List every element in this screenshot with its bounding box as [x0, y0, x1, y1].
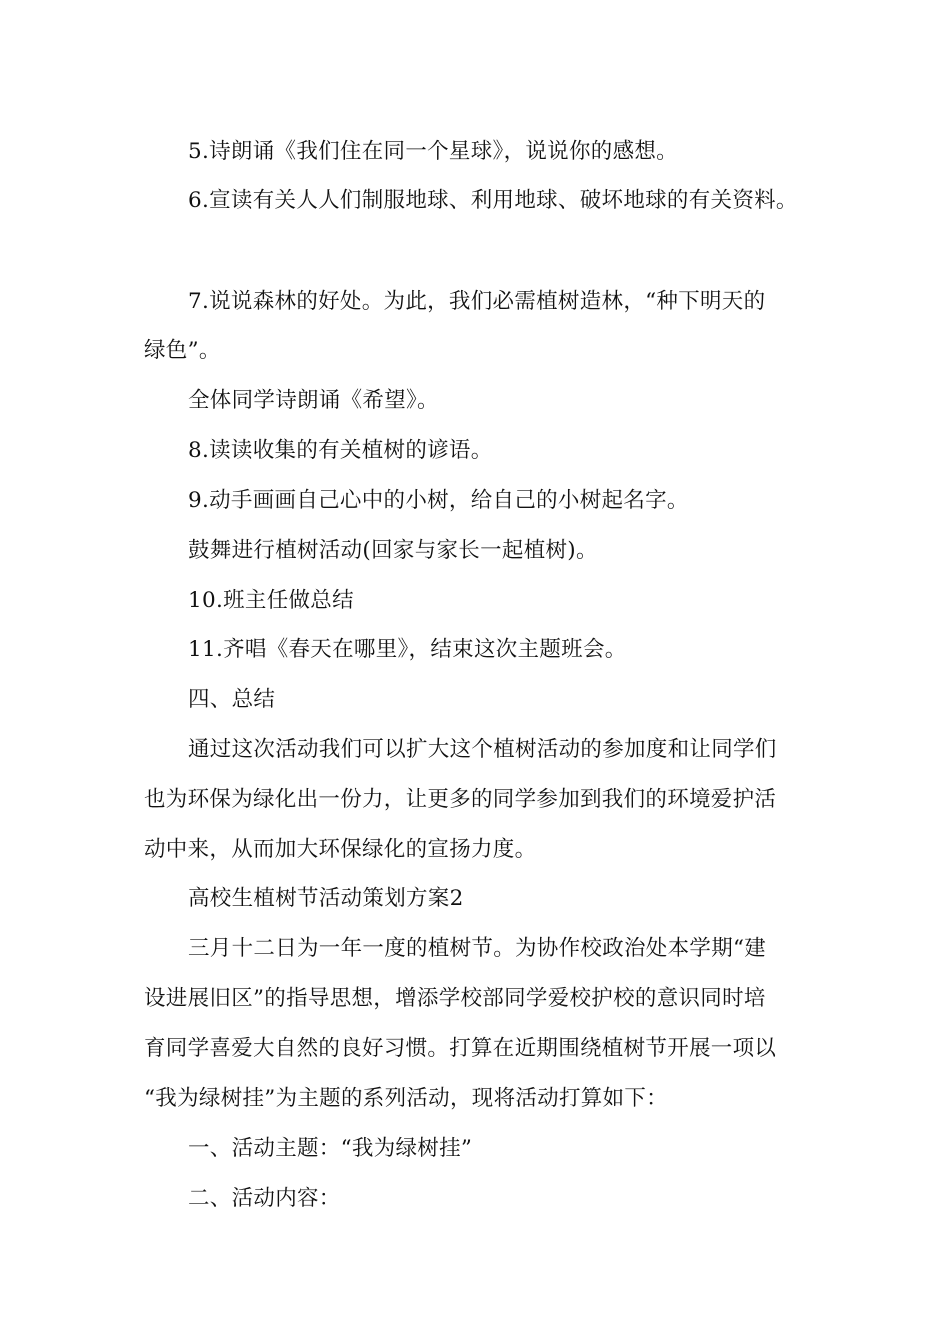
- text-line-encourage: 鼓舞进行植树活动(回家与家长一起植树)。: [188, 538, 598, 563]
- text-line-item-8: 8.读读收集的有关植树的谚语。: [188, 438, 493, 463]
- paragraph-intro-line-4: “我为绿树挂”为主题的系列活动，现将活动打算如下：: [144, 1086, 668, 1111]
- text-line-item-11: 11.齐唱《春天在哪里》，结束这次主题班会。: [188, 637, 627, 662]
- plan-title: 高校生植树节活动策划方案2: [188, 886, 464, 911]
- paragraph-intro-line-1: 三月十二日为一年一度的植树节。为协作校政治处本学期“建: [188, 936, 767, 961]
- text-line-item-6: 6.宣读有关人人们制服地球、利用地球、破坏地球的有关资料。: [188, 188, 798, 213]
- paragraph-summary-line-3: 动中来，从而加大环保绿化的宣扬力度。: [144, 837, 537, 862]
- text-line-item-7-cont: 绿色”。: [144, 338, 221, 363]
- paragraph-summary-line-1: 通过这次活动我们可以扩大这个植树活动的参加度和让同学们: [188, 737, 777, 762]
- paragraph-summary-line-2: 也为环保为绿化出一份力，让更多的同学参加到我们的环境爱护活: [144, 787, 777, 812]
- text-line-item-9: 9.动手画画自己心中的小树，给自己的小树起名字。: [188, 488, 689, 513]
- text-line-item-7: 7.说说森林的好处。为此，我们必需植树造林，“种下明天的: [188, 289, 766, 314]
- text-line-recital: 全体同学诗朗诵《希望》。: [188, 388, 439, 413]
- paragraph-intro-line-3: 育同学喜爱大自然的良好习惯。打算在近期围绕植树节开展一项以: [144, 1036, 777, 1061]
- text-line-item-5: 5.诗朗诵《我们住在同一个星球》，说说你的感想。: [188, 139, 678, 164]
- text-line-item-10: 10.班主任做总结: [188, 588, 354, 613]
- paragraph-intro-line-2: 设进展旧区”的指导思想，增添学校部同学爱校护校的意识同时培: [144, 986, 766, 1011]
- section-heading-content: 二、活动内容：: [188, 1186, 341, 1211]
- section-heading-theme: 一、活动主题：“我为绿树挂”: [188, 1136, 473, 1161]
- section-heading-summary: 四、总结: [188, 687, 276, 712]
